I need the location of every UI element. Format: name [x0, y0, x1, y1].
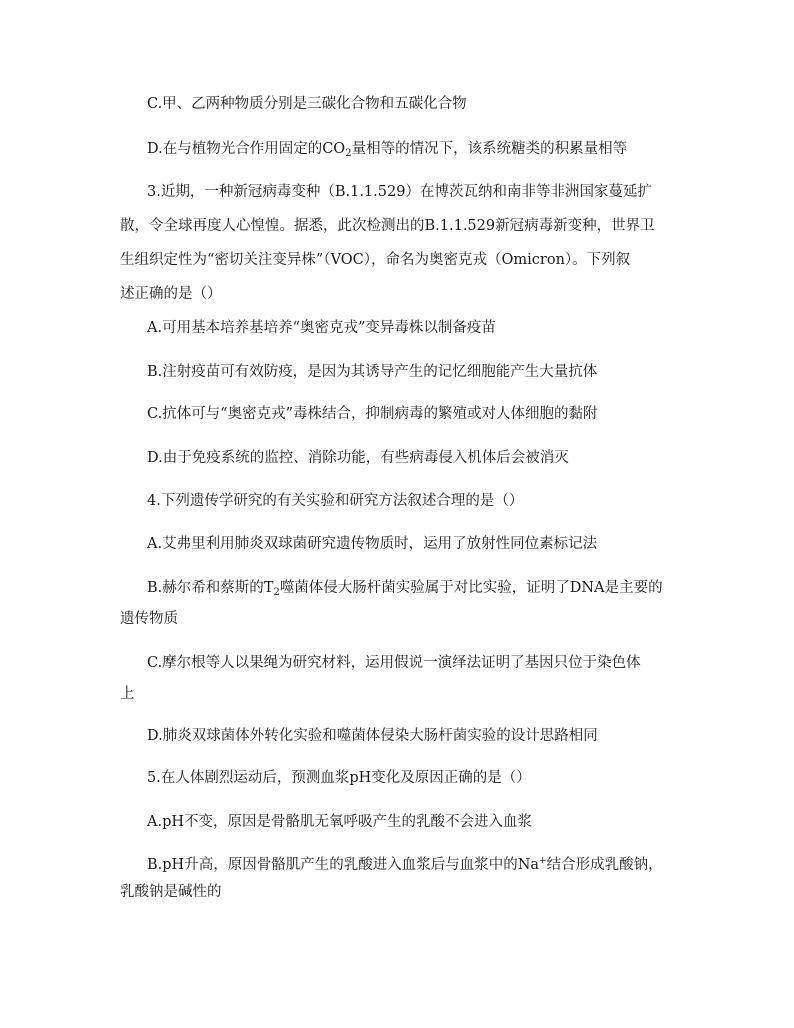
text-segment: D.在与植物光合作用固定的CO	[147, 141, 346, 157]
option-b-q5-line-1	[147, 853, 707, 874]
superscript: +	[539, 856, 547, 866]
option-d-q3: D.由于免疫系统的监控、消除功能，有些病毒侵入机体后会被消灭	[147, 450, 569, 466]
question-3-line-4: 述正确的是（）	[120, 286, 222, 302]
question-5: 5.在人体剧烈运动后，预测血浆pH变化及原因正确的是（）	[147, 770, 531, 786]
text-segment: 噬菌体侵大肠杆菌实验属于对比实验，证明了DNA是主要的	[279, 580, 663, 596]
option-c-q3: C.抗体可与“奥密克戎”毒株结合，抑制病毒的繁殖或对人体细胞的黏附	[147, 406, 598, 422]
question-3-line-3: 生组织定性为“密切关注变异株”（VOC），命名为奥密克戎（Omicron）。下列叙	[120, 252, 631, 268]
option-d-q4: D.肺炎双球菌体外转化实验和噬菌体侵染大肠杆菌实验的设计思路相同	[147, 728, 598, 744]
question-3-line-1: 3.近期，一种新冠病毒变种（B.1.1.529）在博茨瓦纳和南非等非洲国家蔓延扩	[147, 184, 652, 200]
text-segment: 结合形成乳酸钠，	[546, 857, 663, 873]
subscript: 2	[273, 587, 280, 598]
option-a-q5: A.pH不变，原因是骨骼肌无氧呼吸产生的乳酸不会进入血浆	[147, 814, 533, 830]
subscript: 2	[345, 148, 352, 159]
text-segment: 量相等的情况下，该系统糖类的积累量相等	[351, 141, 628, 157]
option-d-q2	[147, 137, 707, 159]
question-4: 4.下列遗传学研究的有关实验和研究方法叙述合理的是（）	[147, 493, 524, 509]
option-b-q3: B.注射疫苗可有效防疫，是因为其诱导产生的记忆细胞能产生大量抗体	[147, 364, 598, 380]
option-b-q4-line-1	[147, 576, 707, 598]
question-3-line-2: 散，令全球再度人心惶惶。据悉，此次检测出的B.1.1.529新冠病毒新变种，世界卫	[120, 218, 655, 234]
text-segment: B.赫尔希和蔡斯的T	[147, 580, 274, 596]
option-c-q2: C.甲、乙两种物质分别是三碳化合物和五碳化合物	[147, 96, 467, 112]
option-b-q5-line-2: 乳酸钠是碱性的	[120, 884, 222, 900]
option-c-q4-line-1: C.摩尔根等人以果绳为研究材料，运用假说一演绎法证明了基因只位于染色体	[147, 655, 641, 671]
option-b-q4-line-2: 遗传物质	[120, 611, 178, 627]
option-a-q4: A.艾弗里利用肺炎双球菌研究遗传物质时，运用了放射性同位素标记法	[147, 536, 598, 552]
option-a-q3: A.可用基本培养基培养“奥密克戎”变异毒株以制备疫苗	[147, 320, 496, 336]
option-c-q4-line-2: 上	[120, 686, 135, 702]
text-segment: B.pH升高，原因骨骼肌产生的乳酸进入血浆后与血浆中的Na	[147, 857, 540, 873]
